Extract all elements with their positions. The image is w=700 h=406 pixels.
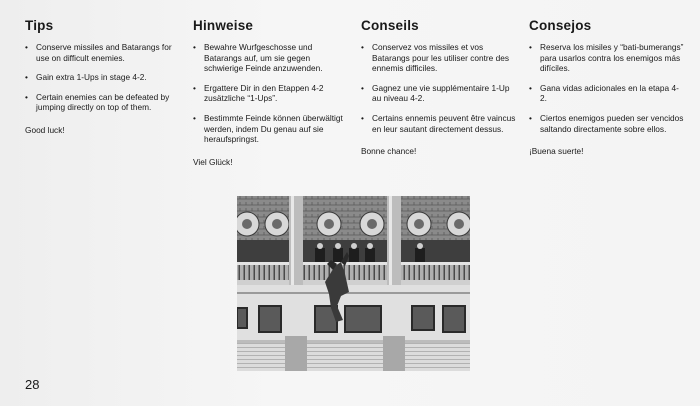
bullet-icon: • xyxy=(193,82,196,93)
list-item: • Ciertos enemigos pueden ser vencidos saltando directamente sobre ellos. xyxy=(529,112,684,134)
column-german xyxy=(193,18,349,167)
column-english xyxy=(25,18,181,136)
list-item: • Gain extra 1-Ups in stage 4-2. xyxy=(25,72,147,83)
consejos-list xyxy=(529,42,685,134)
list-item: • Bestimmte Feinde können überwältigt werden, indem Du genau auf sie heraufspringst. xyxy=(193,112,343,145)
bullet-icon: • xyxy=(529,112,532,123)
column-spanish xyxy=(529,18,685,157)
list-item: • Reserva los misiles y “bati-bumerangs” para usarlos contra los enemigos más difíciles. xyxy=(529,42,684,74)
tips-list xyxy=(25,42,181,113)
bullet-icon: • xyxy=(361,112,364,123)
closing-text: ¡Buena suerte! xyxy=(529,146,584,157)
bullet-icon: • xyxy=(361,42,364,52)
hinweise-list xyxy=(193,42,349,145)
list-item: • Conserve missiles and Batarangs for use on difficult enemies. xyxy=(25,42,172,63)
list-item: • Gana vidas adicionales en la etapa 4-2. xyxy=(529,82,679,104)
heading-conseils: Conseils xyxy=(361,18,419,33)
bullet-icon: • xyxy=(529,82,532,93)
heading-tips: Tips xyxy=(25,18,54,33)
list-item: • Conservez vos missiles et vos Batarangs pour les utiliser contre des ennemis difficiles. xyxy=(361,42,509,74)
heading-consejos: Consejos xyxy=(529,18,592,33)
bullet-icon: • xyxy=(193,112,196,123)
list-item: • Gagnez une vie supplémentaire 1-Up au niveau 4-2. xyxy=(361,82,510,104)
list-item: • Ergattere Dir in den Etappen 4-2 zusätzliche “1-Ups”. xyxy=(193,82,324,104)
column-french xyxy=(361,18,517,157)
bullet-icon: • xyxy=(193,42,196,52)
page-number: 28 xyxy=(25,377,40,392)
closing-text: Bonne chance! xyxy=(361,146,417,157)
bullet-icon: • xyxy=(25,72,28,83)
list-item: • Certain enemies can be defeated by jumping directly on top of them. xyxy=(25,91,170,113)
list-item: • Certains ennemis peuvent être vaincus en leur sautant directement dessus. xyxy=(361,112,516,134)
bullet-icon: • xyxy=(361,82,364,93)
bullet-icon: • xyxy=(25,91,28,102)
conseils-list xyxy=(361,42,517,134)
game-screenshot xyxy=(237,196,470,371)
bullet-icon: • xyxy=(25,42,28,52)
heading-hinweise: Hinweise xyxy=(193,18,254,33)
bullet-icon: • xyxy=(529,42,532,52)
list-item: • Bewahre Wurfgeschosse und Batarangs auf, um sie gegen schwierige Feinde anzuwenden. xyxy=(193,42,323,74)
closing-text: Viel Glück! xyxy=(193,156,233,167)
closing-text: Good luck! xyxy=(25,124,65,135)
game-scene-image xyxy=(237,196,470,371)
